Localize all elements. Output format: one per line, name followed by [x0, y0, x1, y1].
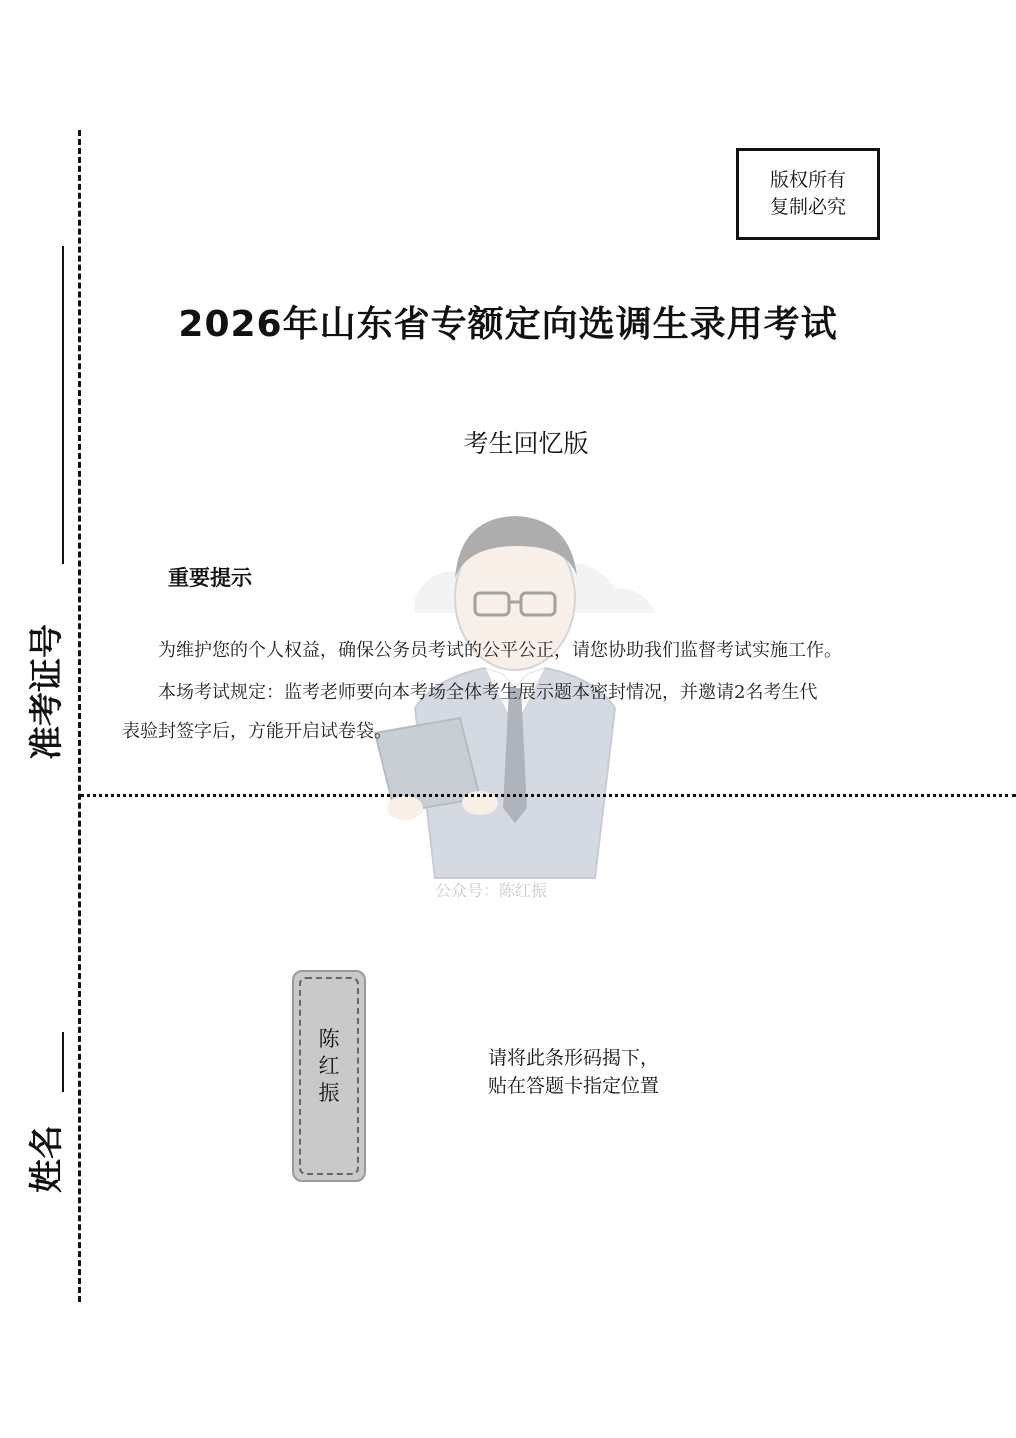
name-tag	[292, 970, 366, 1182]
copyright-line-2: 复制必究	[769, 196, 846, 218]
notice-heading: 重要提示	[168, 566, 252, 590]
exam-id-underline	[62, 246, 64, 564]
exam-title: 2026年山东省专额定向选调生录用考试	[178, 304, 838, 345]
name-char-1: 陈	[318, 1027, 340, 1051]
exam-id-label: 准考证号	[27, 624, 67, 760]
notice-paragraph-1: 为维护您的个人权益，确保公务员考试的公平公正，请您协助我们监督考试实施工作。	[158, 640, 842, 661]
name-label: 姓名	[27, 1125, 67, 1193]
barcode-line-1: 请将此条形码揭下，	[488, 1047, 660, 1069]
name-underline	[62, 1032, 64, 1092]
copyright-box	[736, 148, 880, 240]
watermark-text: 公众号：陈红振	[435, 881, 548, 900]
seal-dotted-line	[80, 794, 1016, 797]
barcode-line-2: 贴在答题卡指定位置	[488, 1075, 660, 1097]
name-char-2: 红	[318, 1054, 340, 1078]
name-char-3: 振	[318, 1081, 340, 1105]
exam-subtitle: 考生回忆版	[463, 429, 589, 458]
copyright-line-1: 版权所有	[769, 169, 846, 191]
notice-paragraph-2b: 表验封签字后，方能开启试卷袋。	[122, 721, 392, 742]
barcode-instructions	[488, 1044, 659, 1100]
name-tag-text	[294, 1026, 364, 1107]
notice-paragraph-2a: 本场考试规定：监考老师要向本考场全体考生展示题本密封情况，并邀请2名考生代	[158, 682, 818, 703]
